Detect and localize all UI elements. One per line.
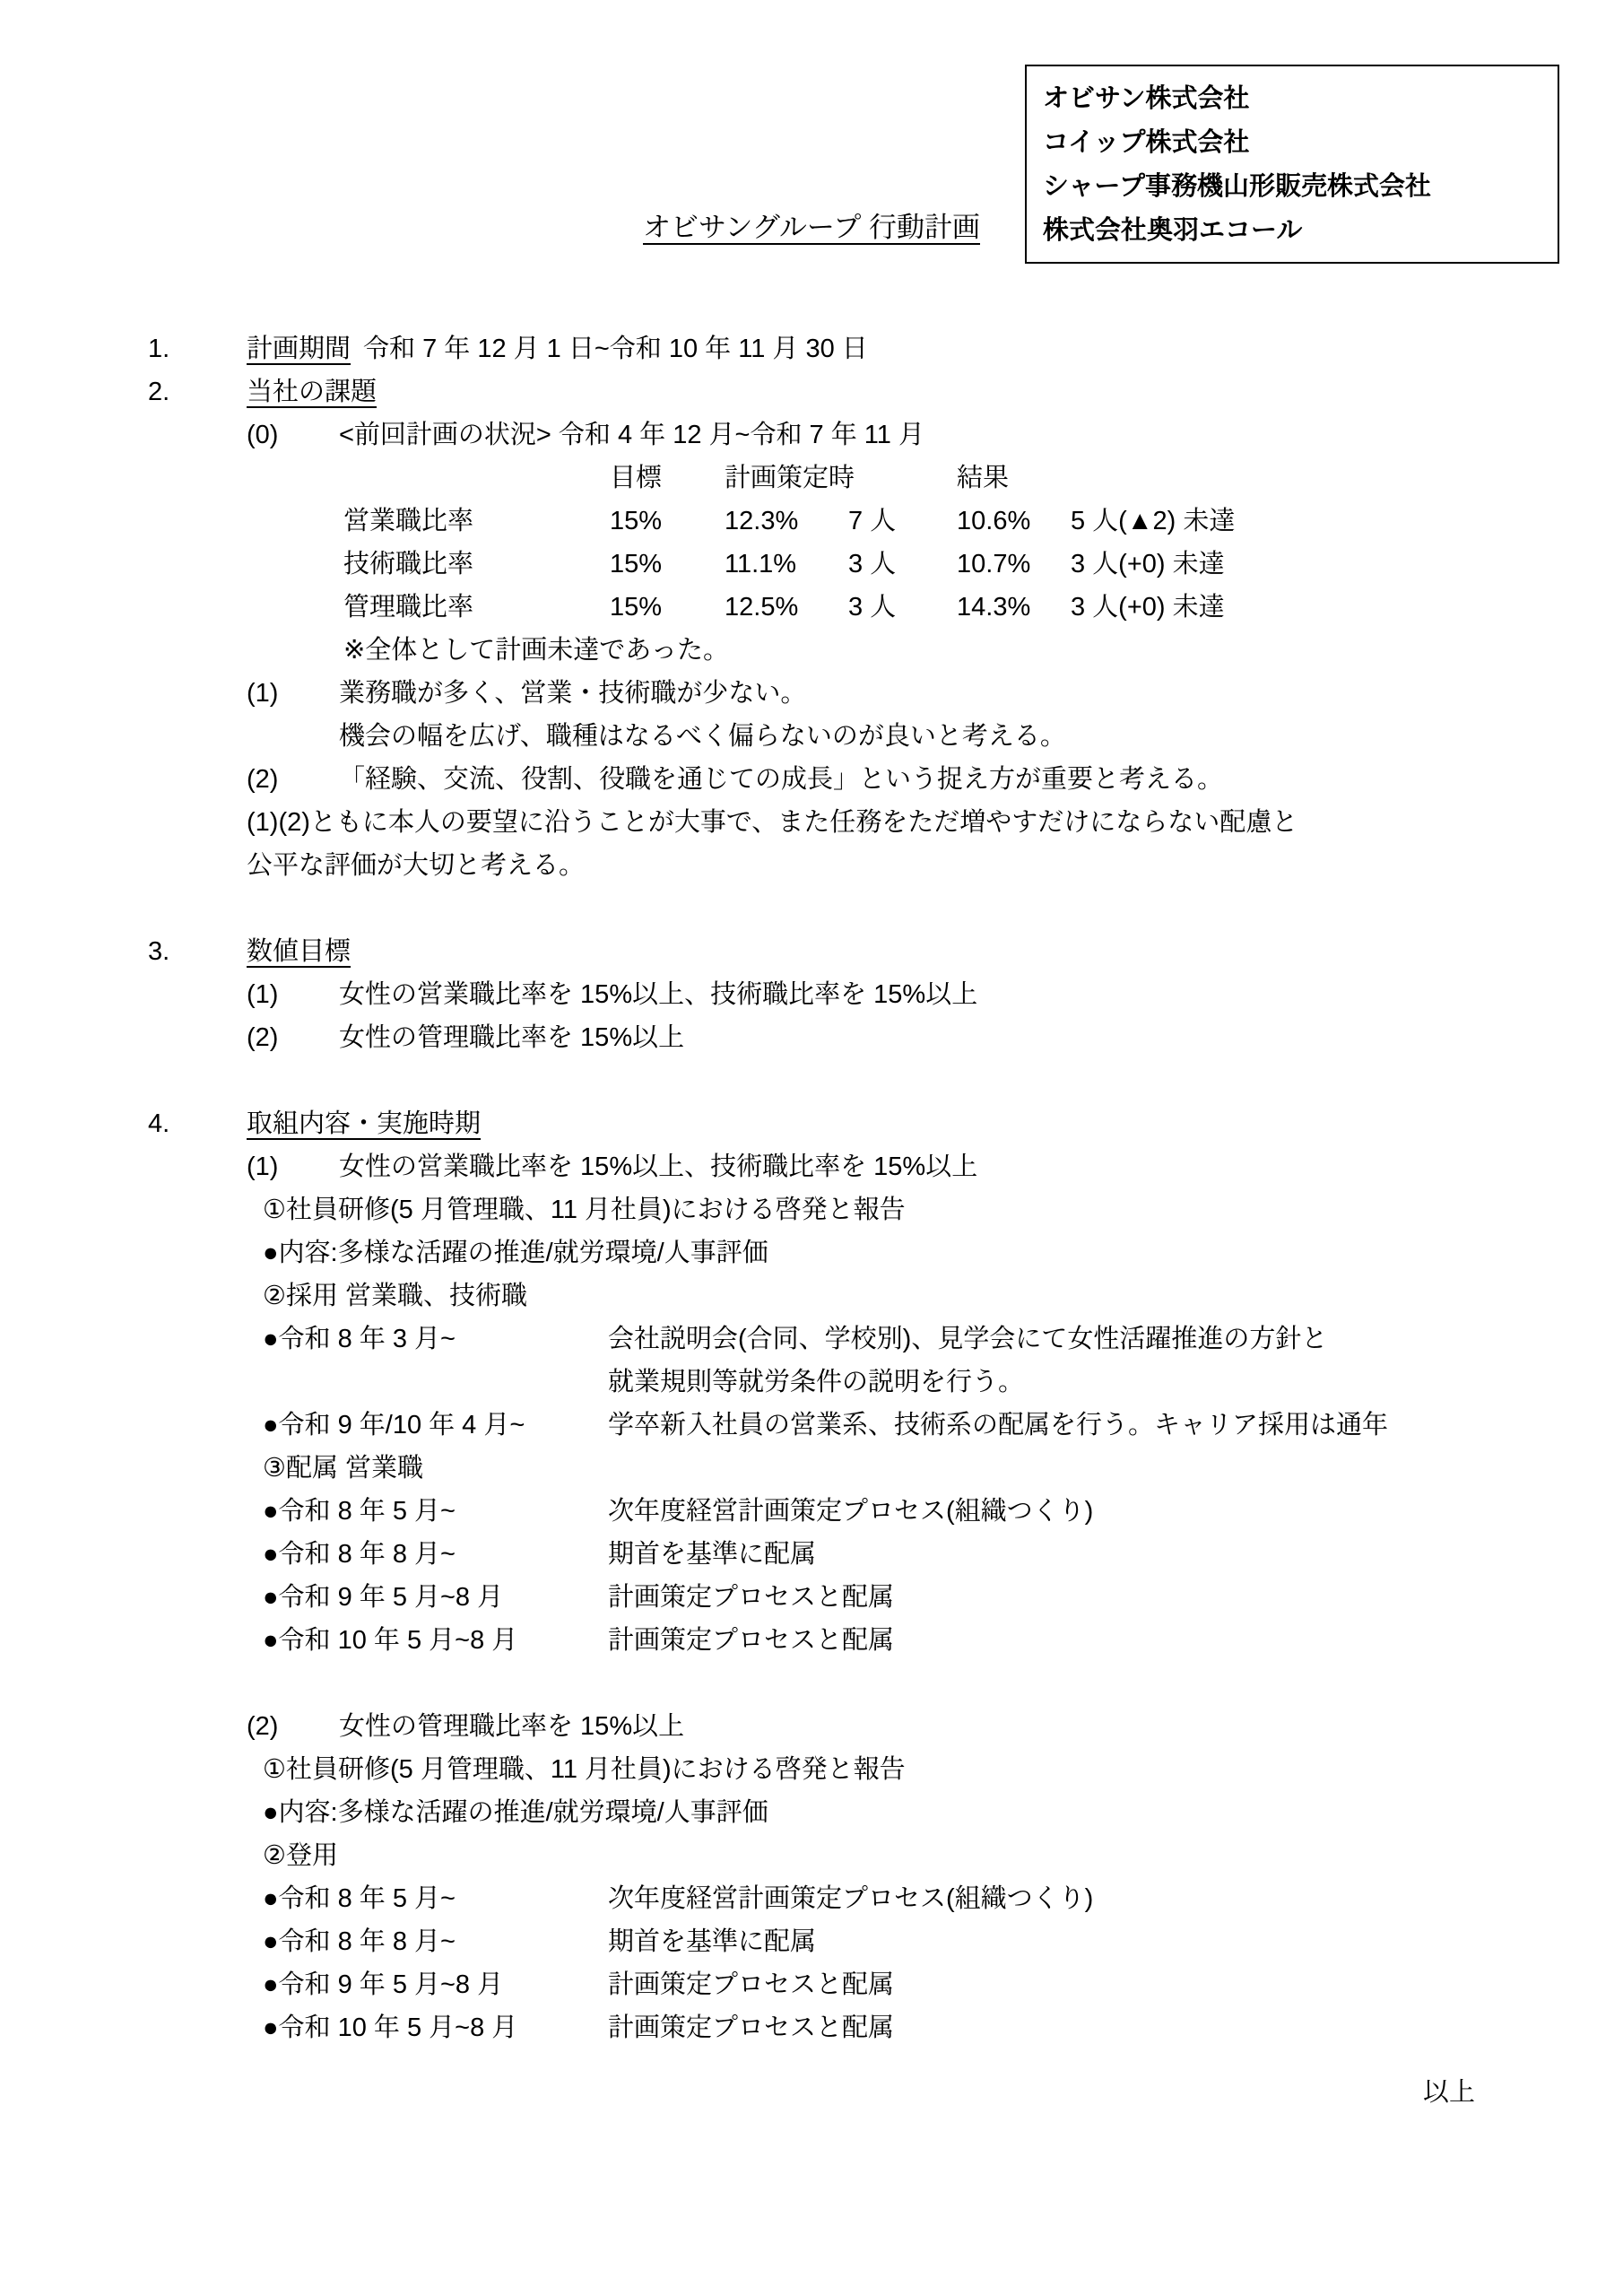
goal-item-1 bbox=[247, 973, 1475, 1016]
section-period-text: 令和 7 年 12 月 1 日~令和 10 年 11 月 30 日 bbox=[363, 335, 868, 363]
item-1-issue bbox=[247, 672, 1475, 715]
schedule-desc: 次年度経営計画策定プロセス(組織つくり) bbox=[608, 1884, 1094, 1913]
list-item-text: 女性の管理職比率を 15%以上 bbox=[339, 1712, 685, 1741]
cell-goal: 15% bbox=[610, 507, 663, 535]
initiative-line bbox=[263, 1447, 1475, 1490]
schedule-date: ●令和 9 年/10 年 4 月~ bbox=[263, 1411, 525, 1439]
goal-item-2 bbox=[247, 1016, 1475, 1059]
closing-text: 以上 bbox=[1422, 2078, 1475, 2107]
section-2-issues bbox=[148, 370, 1475, 413]
section-1-plan-period bbox=[148, 327, 1475, 370]
initiative-text: ③配属 営業職 bbox=[263, 1454, 424, 1483]
section-heading: 当社の課題 bbox=[247, 378, 378, 406]
schedule-item bbox=[263, 1576, 1475, 1619]
cell-plan-pct: 12.5% bbox=[725, 593, 799, 622]
list-item-text: 女性の営業職比率を 15%以上、技術職比率を 15%以上 bbox=[339, 1152, 978, 1181]
table-header-row bbox=[343, 457, 1475, 500]
schedule-date: ●令和 8 年 5 月~ bbox=[263, 1884, 456, 1913]
schedule-item bbox=[263, 1533, 1475, 1576]
schedule-date: ●令和 8 年 8 月~ bbox=[263, 1927, 456, 1956]
document-body bbox=[0, 327, 1623, 2114]
schedule-item bbox=[263, 1920, 1475, 1963]
initiative-part-2 bbox=[247, 1705, 1475, 1748]
row-label: 技術職比率 bbox=[343, 550, 474, 578]
schedule-date: ●令和 10 年 5 月~8 月 bbox=[263, 2013, 518, 2042]
table-row-management bbox=[343, 586, 1475, 629]
schedule-date: ●令和 10 年 5 月~8 月 bbox=[263, 1626, 518, 1655]
cell-result-count: 3 人(+0) 未達 bbox=[1071, 593, 1225, 622]
table-row-sales bbox=[343, 500, 1475, 543]
schedule-date: ●令和 8 年 8 月~ bbox=[263, 1540, 456, 1569]
list-item-text: 業務職が多く、営業・技術職が少ない。 bbox=[339, 679, 807, 708]
cell-plan-count: 3 人 bbox=[848, 550, 897, 578]
section-number: 2. bbox=[148, 378, 170, 406]
issues-summary-line-1 bbox=[247, 801, 1475, 844]
list-item-number: (1) bbox=[247, 980, 279, 1009]
schedule-desc: 会社説明会(合同、学校別)、見学会にて女性活躍推進の方針と bbox=[608, 1325, 1328, 1353]
table-header-result: 結果 bbox=[957, 464, 1010, 492]
company-header-box bbox=[1025, 65, 1559, 264]
cell-plan-count: 7 人 bbox=[848, 507, 897, 535]
initiative-line bbox=[263, 1231, 1475, 1274]
section-heading: 数値目標 bbox=[247, 937, 352, 966]
schedule-desc: 計画策定プロセスと配属 bbox=[608, 1626, 895, 1655]
list-item-text: <前回計画の状況> 令和 4 年 12 月~令和 7 年 11 月 bbox=[339, 421, 924, 449]
schedule-date: ●令和 8 年 5 月~ bbox=[263, 1497, 456, 1526]
company-name: シャープ事務機山形販売株式会社 bbox=[1043, 172, 1431, 201]
page-title-text: オビサングループ 行動計画 bbox=[643, 212, 980, 243]
schedule-desc: 計画策定プロセスと配属 bbox=[608, 1970, 895, 1999]
schedule-date: ●令和 9 年 5 月~8 月 bbox=[263, 1583, 504, 1612]
list-item-number: (2) bbox=[247, 1712, 279, 1741]
schedule-desc: 期首を基準に配属 bbox=[608, 1927, 817, 1956]
list-item-text: 機会の幅を広げ、職種はなるべく偏らないのが良いと考える。 bbox=[339, 722, 1066, 751]
section-heading: 計画期間 bbox=[247, 335, 352, 363]
initiative-text: ①社員研修(5 月管理職、11 月社員)における啓発と報告 bbox=[263, 1196, 906, 1224]
initiative-line bbox=[263, 1274, 1475, 1318]
schedule-item bbox=[263, 1877, 1475, 1920]
initiative-text: ●内容:多様な活躍の推進/就労環境/人事評価 bbox=[263, 1798, 768, 1827]
row-label: 営業職比率 bbox=[343, 507, 474, 535]
summary-text: 公平な評価が大切と考える。 bbox=[247, 851, 586, 880]
table-note-text: ※全体として計画未達であった。 bbox=[343, 636, 730, 665]
section-number: 1. bbox=[148, 335, 170, 363]
cell-result-count: 5 人(▲2) 未達 bbox=[1071, 507, 1236, 535]
cell-result-count: 3 人(+0) 未達 bbox=[1071, 550, 1225, 578]
initiative-text: ②登用 bbox=[263, 1841, 338, 1870]
cell-result-pct: 10.6% bbox=[957, 507, 1031, 535]
company-name: コイップ株式会社 bbox=[1043, 128, 1250, 157]
status-table bbox=[148, 457, 1475, 672]
initiative-text: ①社員研修(5 月管理職、11 月社員)における啓発と報告 bbox=[263, 1755, 906, 1784]
schedule-item bbox=[263, 1404, 1475, 1447]
schedule-desc-continued bbox=[608, 1361, 1475, 1404]
row-label: 管理職比率 bbox=[343, 593, 474, 622]
schedule-item bbox=[263, 1490, 1475, 1533]
initiative-text: ●内容:多様な活躍の推進/就労環境/人事評価 bbox=[263, 1239, 768, 1267]
schedule-date: ●令和 9 年 5 月~8 月 bbox=[263, 1970, 504, 1999]
section-3-numeric-goals bbox=[148, 930, 1475, 973]
closing-mark bbox=[148, 2071, 1475, 2114]
section-number: 4. bbox=[148, 1109, 170, 1138]
item-1-issue-continued bbox=[339, 715, 1475, 758]
table-header-goal: 目標 bbox=[610, 464, 663, 492]
schedule-desc: 期首を基準に配属 bbox=[608, 1540, 817, 1569]
company-name: 株式会社奥羽エコール bbox=[1043, 216, 1303, 245]
schedule-item bbox=[263, 1963, 1475, 2006]
list-item-number: (2) bbox=[247, 765, 279, 794]
cell-result-pct: 10.7% bbox=[957, 550, 1031, 578]
schedule-desc: 学卒新入社員の営業系、技術系の配属を行う。キャリア採用は通年 bbox=[608, 1411, 1389, 1439]
summary-text: (1)(2)ともに本人の要望に沿うことが大事で、また任務をただ増やすだけにならない配慮と bbox=[247, 808, 1298, 837]
list-item-number: (2) bbox=[247, 1023, 279, 1052]
initiative-line bbox=[263, 1834, 1475, 1877]
schedule-desc: 次年度経営計画策定プロセス(組織つくり) bbox=[608, 1497, 1094, 1526]
company-name: オビサン株式会社 bbox=[1043, 84, 1250, 113]
table-row-technical bbox=[343, 543, 1475, 586]
section-number: 3. bbox=[148, 937, 170, 966]
list-item-text: 女性の管理職比率を 15%以上 bbox=[339, 1023, 685, 1052]
initiative-line bbox=[263, 1791, 1475, 1834]
cell-goal: 15% bbox=[610, 593, 663, 622]
list-item-number: (0) bbox=[247, 421, 279, 449]
schedule-desc: 就業規則等就労条件の説明を行う。 bbox=[608, 1368, 1025, 1396]
table-note bbox=[343, 629, 1475, 672]
cell-plan-pct: 11.1% bbox=[725, 550, 797, 578]
schedule-desc: 計画策定プロセスと配属 bbox=[608, 2013, 895, 2042]
schedule-item bbox=[263, 1318, 1475, 1361]
cell-result-pct: 14.3% bbox=[957, 593, 1031, 622]
list-item-number: (1) bbox=[247, 1152, 279, 1181]
schedule-item bbox=[263, 1619, 1475, 1662]
section-4-initiatives bbox=[148, 1102, 1475, 1145]
cell-plan-count: 3 人 bbox=[848, 593, 897, 622]
table-header-plan: 計画策定時 bbox=[725, 464, 855, 492]
list-item-text: 女性の営業職比率を 15%以上、技術職比率を 15%以上 bbox=[339, 980, 978, 1009]
item-2-issue bbox=[247, 758, 1475, 801]
section-heading: 取組内容・実施時期 bbox=[247, 1109, 482, 1138]
initiative-text: ②採用 営業職、技術職 bbox=[263, 1282, 528, 1310]
cell-goal: 15% bbox=[610, 550, 663, 578]
table-header-spacer bbox=[343, 457, 610, 500]
list-item-text: 「経験、交流、役割、役職を通じての成長」という捉え方が重要と考える。 bbox=[339, 765, 1224, 794]
schedule-desc: 計画策定プロセスと配属 bbox=[608, 1583, 895, 1612]
initiative-part-1 bbox=[247, 1145, 1475, 1188]
item-0-previous-plan bbox=[247, 413, 1475, 457]
initiative-line bbox=[263, 1188, 1475, 1231]
initiative-line bbox=[263, 1748, 1475, 1791]
list-item-number: (1) bbox=[247, 679, 279, 708]
cell-plan-pct: 12.3% bbox=[725, 507, 799, 535]
issues-summary-line-2 bbox=[247, 844, 1475, 887]
schedule-date: ●令和 8 年 3 月~ bbox=[263, 1325, 456, 1353]
schedule-item bbox=[263, 2006, 1475, 2049]
